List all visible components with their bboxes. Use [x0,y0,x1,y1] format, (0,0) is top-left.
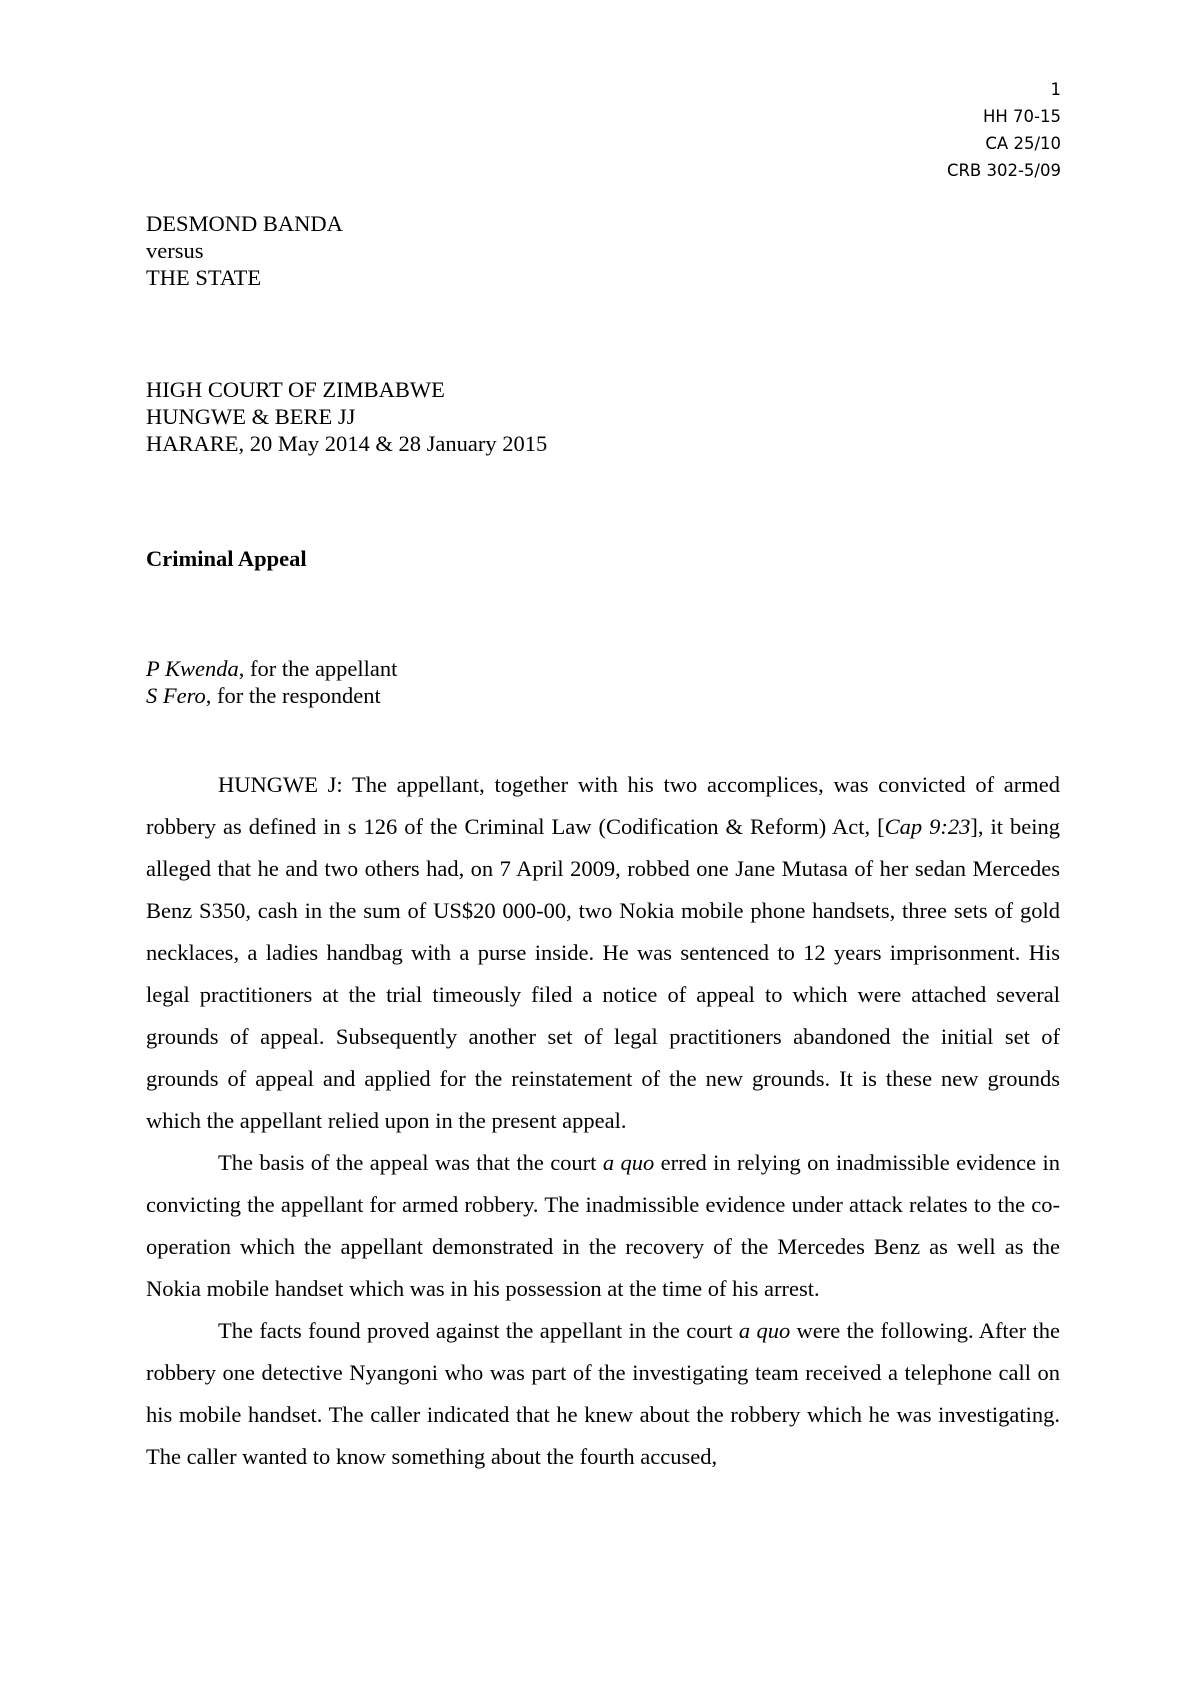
paragraph-1-text-b: ], it being alleged that he and two others had, on 7 April 2009, robbed one Jane Mutasa of her sedan Mercedes Benz S350, cash in the sum of US$20 000-00, two Nokia mobile phone handsets, three sets of gold necklaces, a ladies handbag with a purse inside. He was sentenced to 12 years imprisonment. His legal practitioners at the trial timeously filed a notice of appeal to which were attached several grounds of appeal. Subsequently another set of legal practitioners abandoned the initial set of grounds of appeal and applied for the reinstatement of the new grounds. It is these new grounds which the appellant relied upon in the present appeal. [146,814,1061,1133]
judgment-body [146,764,1060,1478]
case-ref-ca: CA 25/10 [985,134,1061,153]
appellant-counsel [146,655,397,682]
judges: HUNGWE & BERE JJ [146,404,356,429]
paragraph-2 [146,1142,1060,1310]
appellant-counsel-role: , for the appellant [238,656,398,681]
case-parties [146,210,343,291]
paragraph-2-text-a: The basis of the appeal was that the court [218,1150,603,1175]
appellant-counsel-name: P Kwenda [146,656,239,681]
latin-term-a-quo: a quo [738,1318,791,1343]
respondent-counsel-name: S Fero [146,683,206,708]
paragraph-1-text-a: HUNGWE J: The appellant, together with his two accomplices, was convicted of armed robbery as defined in s 126 of the Criminal Law (Codification & Reform) Act, [ [146,772,1060,839]
appellant-name: DESMOND BANDA [146,211,343,236]
case-category: Criminal Appeal [146,546,307,571]
counsel-list [146,655,397,709]
case-ref-crb: CRB 302-5/09 [946,161,1061,180]
case-ref-hh: HH 70-15 [982,107,1061,126]
paragraph-3-text-a: The facts found proved against the appellant in the court [218,1318,739,1343]
respondent-counsel-role: , for the respondent [205,683,381,708]
page-number: 1 [1050,80,1061,99]
latin-term-a-quo: a quo [602,1150,655,1175]
case-reference-header [947,76,1061,184]
versus-label: versus [146,238,204,263]
statute-chapter-ref: Cap 9:23 [884,814,971,839]
court-info [146,376,547,457]
paragraph-3-text-b: were the following. After the robbery one detective Nyangoni who was part of the investigating team received a telephone call on his mobile handset. The caller indicated that he knew about the robbery which he was investigating. The caller wanted to know something about the fourth accused, [146,1318,1061,1469]
hearing-place-dates: HARARE, 20 May 2014 & 28 January 2015 [146,431,548,456]
paragraph-1 [146,764,1060,1142]
respondent-name: THE STATE [146,265,262,290]
respondent-counsel [146,682,397,709]
court-name: HIGH COURT OF ZIMBABWE [146,377,445,402]
paragraph-3 [146,1310,1060,1478]
paragraph-2-text-b: erred in relying on inadmissible evidence in convicting the appellant for armed robbery. The inadmissible evidence under attack relates to the co-operation which the appellant demonstrated in the recovery of the Mercedes Benz as well as the Nokia mobile handset which was in his possession at the time of his arrest. [146,1150,1061,1301]
